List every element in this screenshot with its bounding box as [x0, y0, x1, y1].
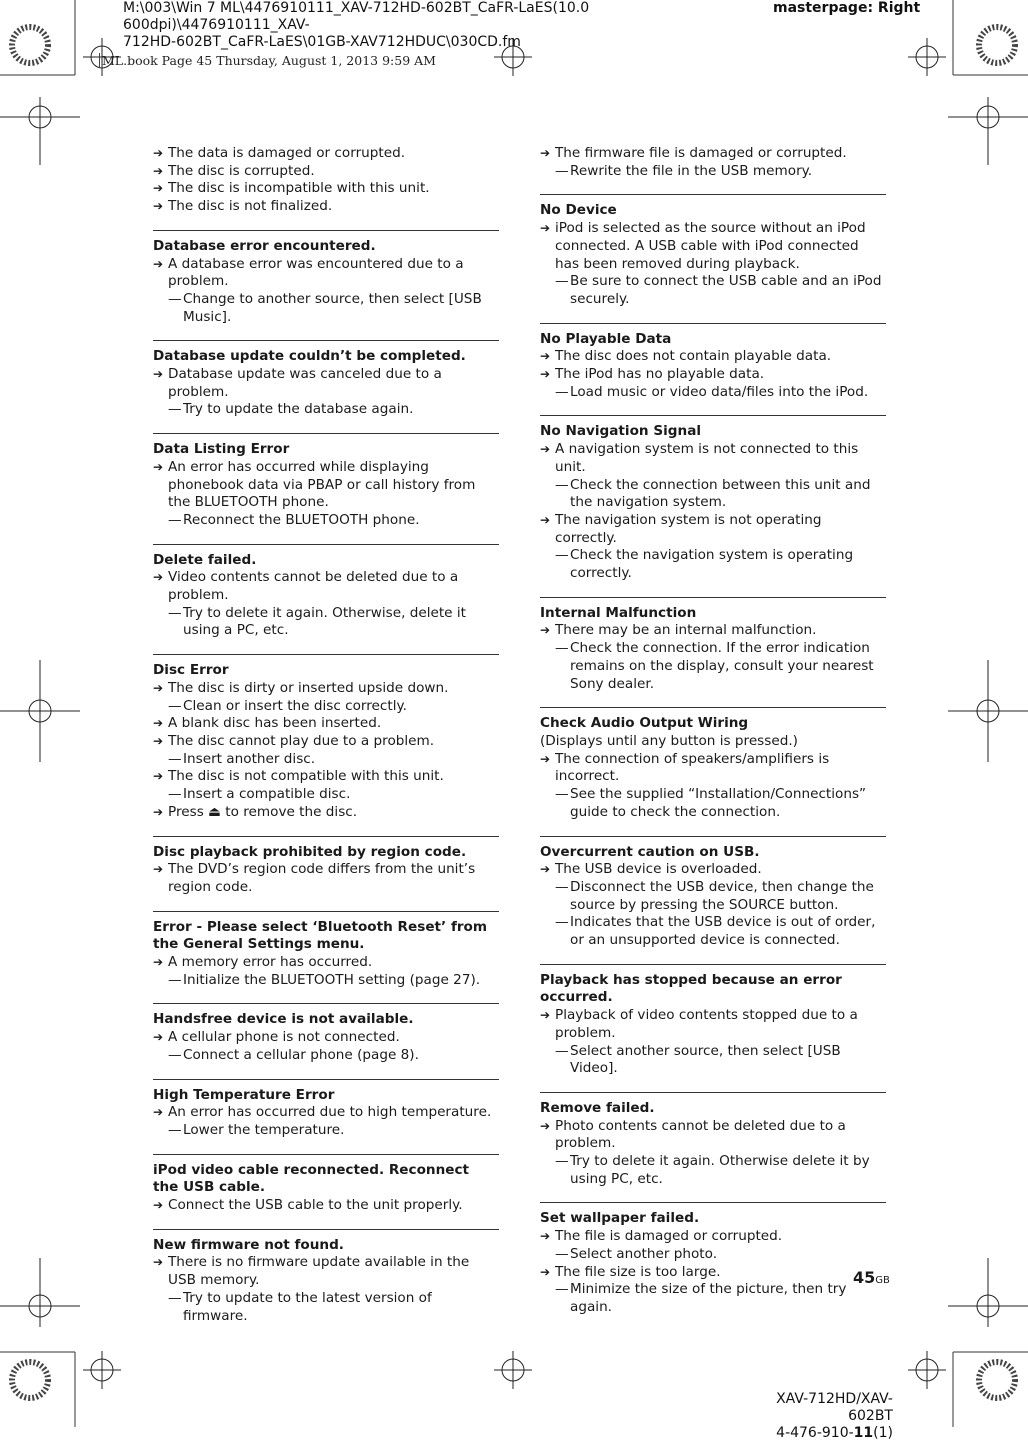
dash-icon: — — [555, 476, 569, 493]
cause-item — [153, 1104, 499, 1122]
item-text: The disc is not finalized. — [168, 198, 333, 215]
arrow-icon: ➔ — [153, 769, 164, 784]
item-text: The disc is corrupted. — [168, 162, 315, 179]
item-text: The disc is not compatible with this unit. — [168, 768, 444, 785]
message-entry — [540, 597, 886, 694]
arrow-icon: ➔ — [540, 751, 551, 766]
page-number-suffix: GB — [875, 1275, 890, 1286]
message-entry — [153, 145, 499, 216]
message-entry — [540, 836, 886, 950]
dash-icon: — — [555, 383, 569, 400]
item-text: The DVD’s region code differs from the unit’s region code. — [168, 861, 476, 895]
message-title: No Device — [540, 202, 617, 219]
item-text: A database error was encountered due to a problem. — [168, 255, 464, 290]
arrow-icon: ➔ — [153, 804, 164, 819]
dash-icon: — — [555, 914, 569, 931]
item-text: Change to another source, then select [USB Music]. — [183, 290, 482, 325]
cause-item — [153, 715, 499, 733]
arrow-icon: ➔ — [153, 1105, 164, 1120]
cause-item — [540, 1264, 886, 1282]
arrow-icon: ➔ — [540, 623, 551, 638]
cause-item — [540, 348, 886, 366]
message-entry — [153, 911, 499, 990]
message-title: Playback has stopped because an error occurred. — [540, 971, 842, 1006]
arrow-icon: ➔ — [153, 459, 164, 474]
remedy-item — [153, 401, 499, 419]
file-path-line-2: 712HD-602BT_CaFR-LaES\01GB-XAV712HDUC\030CD.fm — [123, 34, 521, 50]
dash-icon: — — [168, 401, 182, 418]
model-line-2 — [735, 1425, 893, 1442]
cause-item — [153, 256, 499, 291]
message-title: Disc playback prohibited by region code. — [153, 843, 467, 860]
cause-item — [153, 180, 499, 198]
remedy-item — [153, 972, 499, 990]
message-title: Error - Please select ‘Bluetooth Reset’ from the General Settings menu. — [153, 918, 488, 953]
message-entry — [153, 1079, 499, 1140]
cause-item — [153, 1254, 499, 1289]
message-title: Remove failed. — [540, 1099, 655, 1116]
message-title: Set wallpaper failed. — [540, 1210, 700, 1227]
item-text: There may be an internal malfunction. — [555, 622, 817, 639]
cause-item — [540, 366, 886, 384]
item-text: The disc does not contain playable data. — [555, 348, 832, 365]
item-text: The data is damaged or corrupted. — [168, 145, 406, 161]
item-text: The navigation system is not operating correctly. — [555, 511, 822, 546]
message-entry — [153, 654, 499, 821]
dash-icon: — — [168, 971, 182, 988]
remedy-item — [153, 1290, 499, 1325]
item-text: There is no firmware update available in the USB memory. — [168, 1254, 470, 1289]
cause-item — [153, 459, 499, 512]
arrow-icon: ➔ — [153, 570, 164, 585]
arrow-icon: ➔ — [153, 955, 164, 970]
remedy-item — [153, 291, 499, 326]
item-text: Select another photo. — [570, 1245, 718, 1262]
remedy-item — [540, 477, 886, 512]
cause-item — [540, 1007, 886, 1042]
dash-icon: — — [555, 786, 569, 803]
cause-item — [540, 1118, 886, 1153]
item-text: The firmware file is damaged or corrupted. — [555, 145, 847, 161]
message-title: High Temperature Error — [153, 1086, 335, 1103]
arrow-icon: ➔ — [153, 367, 164, 382]
cause-item — [153, 861, 499, 896]
message-entry — [153, 544, 499, 641]
remedy-item — [540, 547, 886, 582]
message-entry — [540, 1202, 886, 1316]
cause-item — [540, 861, 886, 879]
dash-icon: — — [555, 878, 569, 895]
item-text: Video contents cannot be deleted due to a problem. — [168, 569, 459, 604]
cause-item — [153, 733, 499, 751]
item-text: Clean or insert the disc correctly. — [183, 697, 407, 714]
message-title: Delete failed. — [153, 551, 257, 568]
item-text: Reconnect the BLUETOOTH phone. — [183, 511, 420, 528]
dash-icon: — — [555, 547, 569, 564]
message-title: Overcurrent caution on USB. — [540, 843, 760, 860]
message-title: Database error encountered. — [153, 237, 376, 254]
remedy-item — [153, 605, 499, 640]
message-entry — [540, 323, 886, 402]
cause-item — [153, 569, 499, 604]
arrow-icon: ➔ — [153, 733, 164, 748]
item-text: The connection of speakers/amplifiers is incorrect. — [555, 750, 830, 785]
item-text: Insert another disc. — [183, 750, 316, 767]
item-text: Rewrite the file in the USB memory. — [570, 162, 813, 179]
arrow-icon: ➔ — [540, 349, 551, 364]
arrow-icon: ➔ — [153, 199, 164, 214]
cause-item — [540, 512, 886, 547]
remedy-item — [153, 512, 499, 530]
message-title: No Playable Data — [540, 330, 672, 347]
cause-item — [153, 768, 499, 786]
page-number-value: 45 — [853, 1268, 876, 1287]
dash-icon: — — [168, 511, 182, 528]
cause-item — [153, 804, 499, 822]
item-text: Minimize the size of the picture, then try again. — [570, 1281, 847, 1315]
item-text: Lower the temperature. — [183, 1121, 345, 1138]
message-entry — [153, 340, 499, 419]
message-title: Handsfree device is not available. — [153, 1011, 414, 1028]
cause-item — [540, 220, 886, 273]
cause-item — [540, 441, 886, 476]
arrow-icon: ➔ — [540, 442, 551, 457]
remedy-item — [540, 786, 886, 821]
message-entry — [153, 230, 499, 327]
item-text: Check the navigation system is operating correctly. — [570, 547, 854, 582]
file-path-header — [123, 0, 743, 51]
remedy-item — [540, 879, 886, 914]
remedy-item — [540, 1043, 886, 1078]
item-text: The disc cannot play due to a problem. — [168, 732, 435, 749]
part-number-revision: 11 — [853, 1425, 874, 1441]
message-entry — [540, 194, 886, 308]
item-text: The iPod has no playable data. — [555, 366, 765, 383]
message-title: New firmware not found. — [153, 1236, 344, 1253]
item-text: Load music or video data/files into the iPod. — [570, 383, 869, 400]
cause-item — [153, 954, 499, 972]
item-text: Connect a cellular phone (page 8). — [183, 1046, 419, 1063]
right-column — [540, 145, 886, 1317]
cause-item — [153, 198, 499, 216]
dash-icon: — — [168, 1121, 182, 1138]
message-entry — [540, 1092, 886, 1189]
item-text: Insert a compatible disc. — [183, 786, 351, 803]
message-entry — [540, 964, 886, 1078]
item-text: Database update was canceled due to a problem. — [168, 366, 442, 400]
remedy-item — [540, 1153, 886, 1188]
arrow-icon: ➔ — [540, 146, 551, 160]
cause-item — [153, 1197, 499, 1215]
cause-item — [153, 145, 499, 163]
book-stamp: ML.book Page 45 Thursday, August 1, 2013 9:59 AM — [99, 53, 436, 68]
arrow-icon: ➔ — [153, 146, 164, 160]
arrow-icon: ➔ — [153, 716, 164, 731]
message-title: Data Listing Error — [153, 441, 290, 458]
page-number — [853, 1268, 890, 1287]
arrow-icon: ➔ — [153, 163, 164, 178]
cause-item — [540, 145, 886, 163]
note-item — [540, 733, 886, 751]
arrow-icon: ➔ — [540, 862, 551, 877]
file-path-line-1: M:\003\Win 7 ML\4476910111_XAV-712HD-602BT_CaFR-LaES(10.0 600dpi)\4476910111_XAV- — [123, 0, 590, 33]
arrow-icon: ➔ — [540, 221, 551, 236]
cause-item — [153, 366, 499, 401]
item-text: Connect the USB cable to the unit properly. — [168, 1197, 463, 1214]
remedy-item — [540, 1281, 886, 1316]
arrow-icon: ➔ — [540, 1229, 551, 1244]
arrow-icon: ➔ — [153, 1255, 164, 1270]
arrow-icon: ➔ — [153, 256, 164, 271]
cause-item — [540, 622, 886, 640]
model-info — [735, 1391, 893, 1442]
dash-icon: — — [168, 290, 182, 307]
dash-icon: — — [555, 1153, 569, 1170]
left-column — [153, 145, 499, 1325]
item-text: Be sure to connect the USB cable and an iPod securely. — [570, 273, 882, 307]
item-text: iPod is selected as the source without an iPod connected. A USB cable with iPod connected has been removed during playback. — [555, 220, 866, 272]
item-text: Check the connection between this unit and the navigation system. — [570, 476, 871, 511]
dash-icon: — — [168, 1289, 182, 1306]
remedy-item — [153, 751, 499, 769]
item-text: An error has occurred due to high temperature. — [168, 1104, 492, 1121]
item-text: Check the connection. If the error indication remains on the display, consult your nearest Sony dealer. — [570, 640, 874, 692]
item-text: A memory error has occurred. — [168, 954, 373, 971]
remedy-item — [540, 1246, 886, 1264]
arrow-icon: ➔ — [540, 367, 551, 382]
dash-icon: — — [555, 1281, 569, 1298]
cause-item — [540, 1228, 886, 1246]
arrow-icon: ➔ — [540, 1264, 551, 1279]
item-text: Disconnect the USB device, then change the source by pressing the SOURCE button. — [570, 878, 874, 913]
item-text: Photo contents cannot be deleted due to a problem. — [555, 1117, 846, 1152]
cause-item — [153, 680, 499, 698]
model-line-1: XAV-712HD/XAV-602BT — [776, 1391, 893, 1424]
arrow-icon: ➔ — [153, 680, 164, 695]
remedy-item — [540, 273, 886, 308]
message-title: Check Audio Output Wiring — [540, 715, 749, 732]
message-entry — [153, 1154, 499, 1215]
item-text: The file size is too large. — [555, 1263, 721, 1280]
remedy-item — [540, 914, 886, 949]
message-title: Disc Error — [153, 662, 229, 679]
item-text: The file is damaged or corrupted. — [555, 1228, 783, 1245]
arrow-icon: ➔ — [540, 1008, 551, 1023]
part-number-prefix: 4-476-910- — [776, 1425, 854, 1441]
message-entry — [540, 707, 886, 821]
arrow-icon: ➔ — [153, 1030, 164, 1045]
message-title: No Navigation Signal — [540, 423, 702, 440]
item-text: Try to update the database again. — [183, 401, 414, 418]
arrow-icon: ➔ — [153, 862, 164, 877]
item-text: Playback of video contents stopped due to a problem. — [555, 1007, 858, 1041]
remedy-item — [153, 786, 499, 804]
remedy-item — [153, 698, 499, 716]
item-text: A cellular phone is not connected. — [168, 1029, 400, 1046]
remedy-item — [540, 384, 886, 402]
message-title: Database update couldn’t be completed. — [153, 348, 466, 365]
dash-icon: — — [168, 604, 182, 621]
message-entry — [153, 1229, 499, 1326]
arrow-icon: ➔ — [153, 181, 164, 196]
item-text: Select another source, then select [USB Video]. — [570, 1042, 841, 1077]
message-entry — [540, 145, 886, 180]
message-entry — [153, 836, 499, 897]
remedy-item — [153, 1122, 499, 1140]
message-entry — [540, 415, 886, 582]
dash-icon: — — [555, 1042, 569, 1059]
cause-item — [540, 751, 886, 786]
item-text: The disc is dirty or inserted upside down. — [168, 679, 449, 696]
cause-item — [153, 1029, 499, 1047]
dash-icon: — — [555, 640, 569, 657]
message-title: iPod video cable reconnected. Reconnect the USB cable. — [153, 1161, 470, 1196]
item-text: Try to update to the latest version of firmware. — [183, 1289, 432, 1324]
item-text: Indicates that the USB device is out of order, or an unsupported device is connected. — [570, 914, 876, 949]
arrow-icon: ➔ — [153, 1198, 164, 1213]
arrow-icon: ➔ — [540, 1118, 551, 1133]
dash-icon: — — [555, 273, 569, 290]
message-entry — [153, 433, 499, 530]
message-entry — [153, 1003, 499, 1064]
dash-icon: — — [168, 750, 182, 767]
dash-icon: — — [555, 162, 569, 179]
item-text: (Displays until any button is pressed.) — [540, 732, 798, 749]
item-text: The USB device is overloaded. — [555, 861, 762, 878]
item-text: Try to delete it again. Otherwise delete it by using PC, etc. — [570, 1153, 870, 1187]
dash-icon: — — [168, 786, 182, 803]
dash-icon: — — [168, 1046, 182, 1063]
item-text: An error has occurred while displaying phonebook data via PBAP or call history from the BLUETOOTH phone. — [168, 458, 476, 511]
dash-icon: — — [555, 1245, 569, 1262]
cause-item — [153, 163, 499, 181]
dash-icon: — — [168, 697, 182, 714]
item-text: See the supplied “Installation/Connections” guide to check the connection. — [570, 786, 867, 820]
remedy-item — [540, 163, 886, 181]
item-text: Try to delete it again. Otherwise, delete it using a PC, etc. — [183, 604, 466, 639]
item-text: Initialize the BLUETOOTH setting (page 27). — [183, 971, 481, 988]
remedy-item — [153, 1047, 499, 1065]
part-number-suffix: (1) — [873, 1425, 893, 1441]
arrow-icon: ➔ — [540, 512, 551, 527]
item-text: A blank disc has been inserted. — [168, 715, 382, 732]
item-text: A navigation system is not connected to this unit. — [555, 441, 859, 475]
item-text: The disc is incompatible with this unit. — [168, 180, 430, 197]
message-title: Internal Malfunction — [540, 604, 697, 621]
item-text: Press ⏏ to remove the disc. — [168, 803, 358, 820]
remedy-item — [540, 640, 886, 693]
masterpage-label: masterpage: Right — [773, 0, 921, 16]
